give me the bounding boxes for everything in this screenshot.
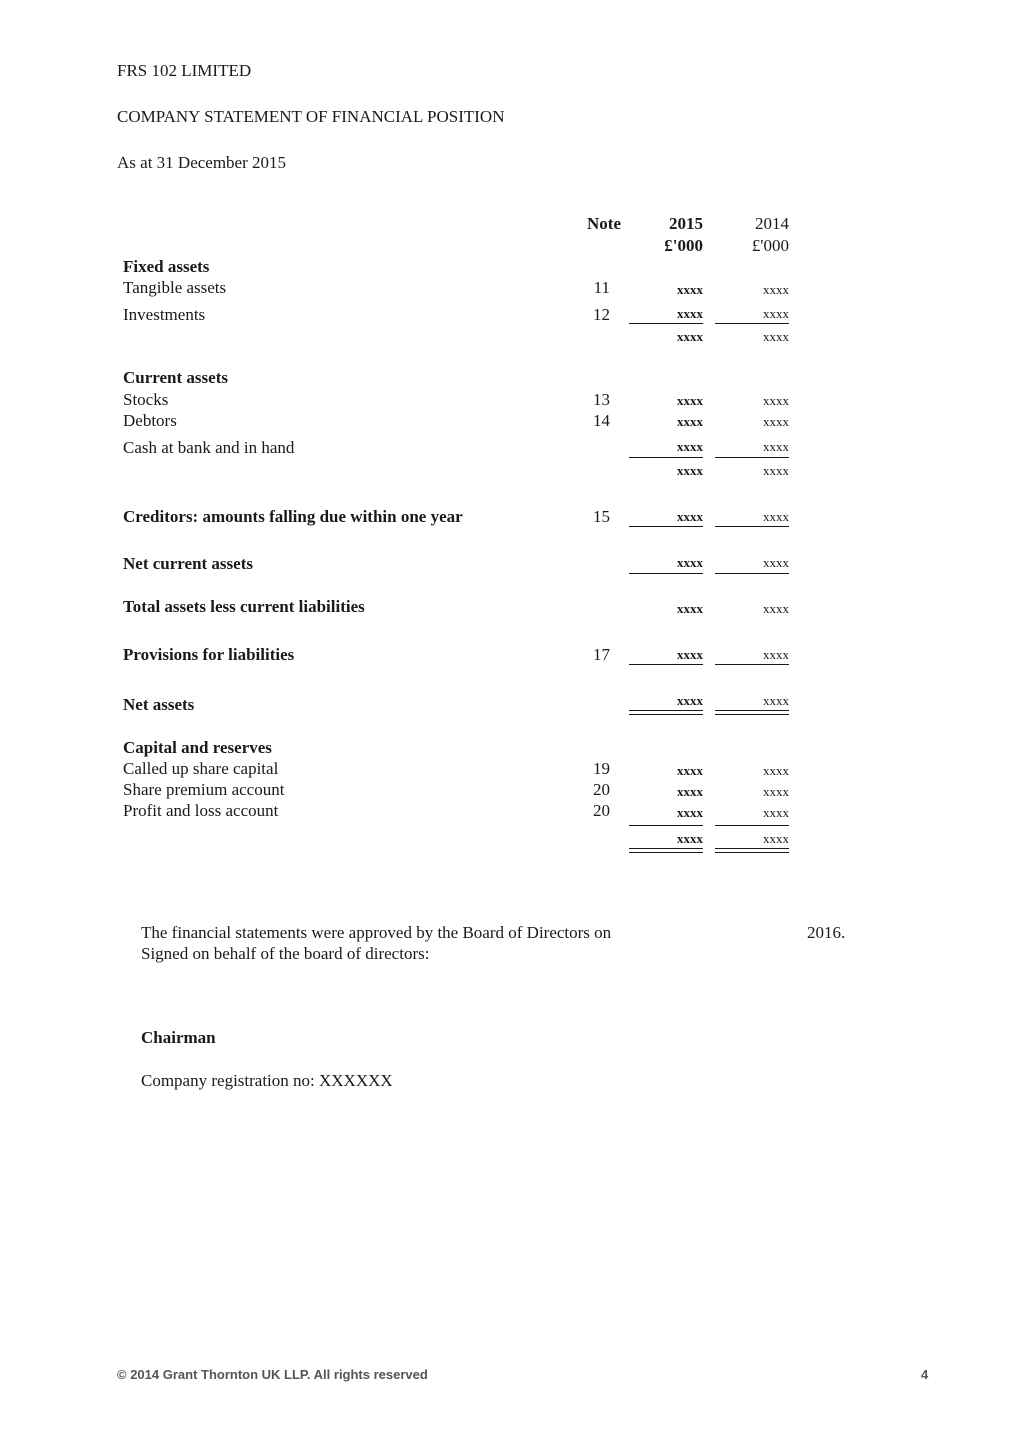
row-label: Profit and loss account xyxy=(123,801,279,820)
value-2015: xxxx xyxy=(677,647,703,662)
footer-copyright: © 2014 Grant Thornton UK LLP. All rights reserved xyxy=(117,1367,428,1382)
approval-year: 2016. xyxy=(807,923,846,942)
section-title-capital-reserves: Capital and reserves xyxy=(123,738,272,757)
total-double-rule xyxy=(629,848,703,853)
row-note: 15 xyxy=(593,507,610,526)
company-registration: Company registration no: XXXXXX xyxy=(141,1071,393,1090)
row-label: Called up share capital xyxy=(123,759,279,778)
value-2014: xxxx xyxy=(763,439,789,454)
row-note: 13 xyxy=(593,390,610,409)
value-2015: xxxx xyxy=(677,805,703,820)
company-name: FRS 102 LIMITED xyxy=(117,61,252,80)
value-2014: xxxx xyxy=(763,282,789,297)
subtotal-rule xyxy=(715,573,789,574)
row-note: 19 xyxy=(593,759,610,778)
subtotal-2015: xxxx xyxy=(677,329,703,344)
subtotal-rule xyxy=(629,825,703,826)
value-2015: xxxx xyxy=(677,784,703,799)
subtotal-rule xyxy=(629,526,703,527)
value-2015: xxxx xyxy=(677,306,703,321)
column-header-note: Note xyxy=(587,214,621,233)
subtotal-rule xyxy=(715,664,789,665)
statement-title: COMPANY STATEMENT OF FINANCIAL POSITION xyxy=(117,107,505,126)
value-2015: xxxx xyxy=(677,555,703,570)
value-2014: xxxx xyxy=(763,763,789,778)
value-2014: xxxx xyxy=(763,414,789,429)
value-2014: xxxx xyxy=(763,601,789,616)
subtotal-rule xyxy=(629,323,703,324)
total-double-rule xyxy=(629,710,703,715)
total-double-rule xyxy=(715,710,789,715)
row-label: Stocks xyxy=(123,390,169,409)
section-title-fixed-assets: Fixed assets xyxy=(123,257,210,276)
page-number: 4 xyxy=(921,1367,929,1382)
subtotal-rule xyxy=(715,323,789,324)
row-note: 20 xyxy=(593,780,610,799)
signed-on-behalf-text: Signed on behalf of the board of directors: xyxy=(141,944,430,963)
row-label: Debtors xyxy=(123,411,177,430)
value-2015: xxxx xyxy=(677,763,703,778)
row-label-net-current-assets: Net current assets xyxy=(123,554,253,573)
total-2014: xxxx xyxy=(763,831,789,846)
subtotal-rule xyxy=(715,825,789,826)
row-label: Cash at bank and in hand xyxy=(123,438,295,457)
statement-date: As at 31 December 2015 xyxy=(117,153,287,172)
value-2014: xxxx xyxy=(763,784,789,799)
value-2015: xxxx xyxy=(677,693,703,708)
value-2014: xxxx xyxy=(763,555,789,570)
row-label-total-assets-less-cl: Total assets less current liabilities xyxy=(123,597,365,616)
subtotal-rule xyxy=(629,457,703,458)
value-2014: xxxx xyxy=(763,393,789,408)
chairman-label: Chairman xyxy=(141,1028,216,1047)
approval-text: The financial statements were approved by the Board of Directors on xyxy=(141,923,612,942)
row-label-provisions: Provisions for liabilities xyxy=(123,645,295,664)
value-2014: xxxx xyxy=(763,805,789,820)
subtotal-2015: xxxx xyxy=(677,463,703,478)
row-note: 17 xyxy=(593,645,610,664)
value-2015: xxxx xyxy=(677,282,703,297)
value-2015: xxxx xyxy=(677,601,703,616)
row-note: 11 xyxy=(593,278,610,297)
row-note: 14 xyxy=(593,411,610,430)
value-2014: xxxx xyxy=(763,509,789,524)
column-header-2015: 2015 xyxy=(669,214,703,233)
row-label: Share premium account xyxy=(123,780,285,799)
column-header-2014: 2014 xyxy=(755,214,789,233)
value-2015: xxxx xyxy=(677,439,703,454)
subtotal-rule xyxy=(629,573,703,574)
value-2014: xxxx xyxy=(763,693,789,708)
value-2014: xxxx xyxy=(763,647,789,662)
subtotal-rule xyxy=(715,526,789,527)
subtotal-2014: xxxx xyxy=(763,329,789,344)
row-label-net-assets: Net assets xyxy=(123,695,195,714)
row-label: Investments xyxy=(123,305,206,324)
value-2014: xxxx xyxy=(763,306,789,321)
section-title-current-assets: Current assets xyxy=(123,368,228,387)
total-2015: xxxx xyxy=(677,831,703,846)
row-label: Tangible assets xyxy=(123,278,227,297)
row-label-creditors: Creditors: amounts falling due within one year xyxy=(123,507,463,526)
value-2015: xxxx xyxy=(677,414,703,429)
row-note: 20 xyxy=(593,801,610,820)
value-2015: xxxx xyxy=(677,393,703,408)
row-note: 12 xyxy=(593,305,610,324)
subtotal-rule xyxy=(629,664,703,665)
column-unit-2015: £'000 xyxy=(664,236,703,255)
total-double-rule xyxy=(715,848,789,853)
subtotal-2014: xxxx xyxy=(763,463,789,478)
subtotal-rule xyxy=(715,457,789,458)
column-unit-2014: £'000 xyxy=(751,236,789,255)
value-2015: xxxx xyxy=(677,509,703,524)
